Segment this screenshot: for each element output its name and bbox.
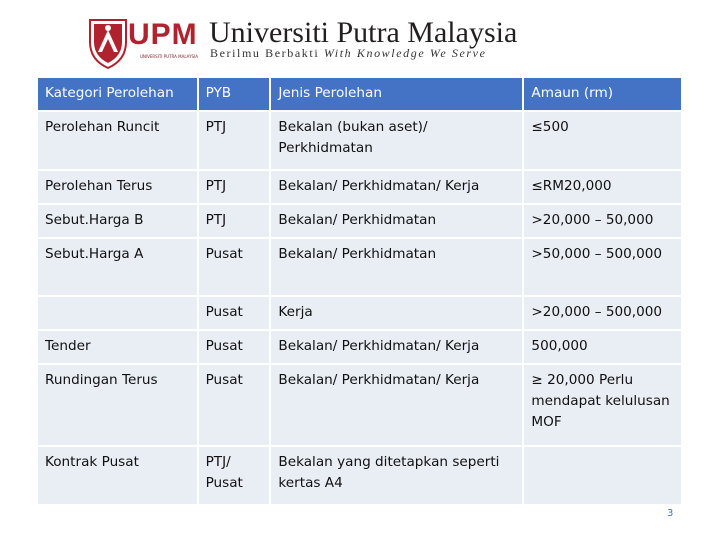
cell-kategori: Sebut.Harga B — [38, 205, 199, 239]
page-number: 3 — [667, 508, 674, 519]
procurement-table — [38, 78, 683, 506]
header-kategori: Kategori Perolehan — [38, 78, 199, 112]
table-row — [38, 297, 683, 331]
cell-amaun: >20,000 – 500,000 — [524, 297, 683, 331]
cell-amaun: ≤500 — [524, 112, 683, 171]
motto-english: With Knowledge We Serve — [323, 46, 487, 60]
cell-pyb: Pusat — [199, 331, 272, 365]
cell-jenis: Bekalan/ Perkhidmatan/ Kerja — [271, 331, 524, 365]
header-jenis: Jenis Perolehan — [271, 78, 524, 112]
page-header — [0, 0, 720, 80]
cell-jenis: Bekalan/ Perkhidmatan/ Kerja — [271, 365, 524, 447]
table-row — [38, 365, 683, 447]
cell-jenis: Kerja — [271, 297, 524, 331]
header-amaun: Amaun (rm) — [524, 78, 683, 112]
logo-subtitle: UNIVERSITI PUTRA MALAYSIA — [140, 54, 198, 59]
cell-pyb: PTJ — [199, 205, 272, 239]
cell-amaun: ≤RM20,000 — [524, 171, 683, 205]
table-row — [38, 112, 683, 171]
motto-malay: Berilmu Berbakti — [210, 46, 320, 60]
cell-amaun — [524, 447, 683, 506]
cell-pyb: Pusat — [199, 365, 272, 447]
table-row — [38, 447, 683, 506]
cell-amaun: >50,000 – 500,000 — [524, 239, 683, 297]
cell-pyb: PTJ/ Pusat — [199, 447, 272, 506]
cell-pyb: Pusat — [199, 297, 272, 331]
cell-pyb: PTJ — [199, 171, 272, 205]
cell-amaun: 500,000 — [524, 331, 683, 365]
university-motto — [210, 46, 487, 61]
cell-kategori: Perolehan Terus — [38, 171, 199, 205]
cell-jenis: Bekalan/ Perkhidmatan — [271, 239, 524, 297]
table-row — [38, 331, 683, 365]
table-row — [38, 239, 683, 297]
cell-kategori: Sebut.Harga A — [38, 239, 199, 297]
table-row — [38, 171, 683, 205]
cell-jenis: Bekalan (bukan aset)/ Perkhidmatan — [271, 112, 524, 171]
table-header-row — [38, 78, 683, 112]
header-pyb: PYB — [199, 78, 272, 112]
table-row — [38, 205, 683, 239]
cell-amaun: >20,000 – 50,000 — [524, 205, 683, 239]
cell-jenis: Bekalan/ Perkhidmatan — [271, 205, 524, 239]
cell-jenis: Bekalan/ Perkhidmatan/ Kerja — [271, 171, 524, 205]
cell-kategori: Rundingan Terus — [38, 365, 199, 447]
upm-logo — [86, 12, 204, 72]
cell-kategori: Kontrak Pusat — [38, 447, 199, 506]
cell-kategori — [38, 297, 199, 331]
cell-kategori: Tender — [38, 331, 199, 365]
cell-pyb: Pusat — [199, 239, 272, 297]
cell-amaun: ≥ 20,000 Perlu mendapat kelulusan MOF — [524, 365, 683, 447]
cell-pyb: PTJ — [199, 112, 272, 171]
university-name: Universiti Putra Malaysia — [209, 16, 518, 49]
cell-kategori: Perolehan Runcit — [38, 112, 199, 171]
cell-jenis: Bekalan yang ditetapkan seperti kertas A4 — [271, 447, 524, 506]
upm-wordmark: UPM — [128, 18, 198, 51]
